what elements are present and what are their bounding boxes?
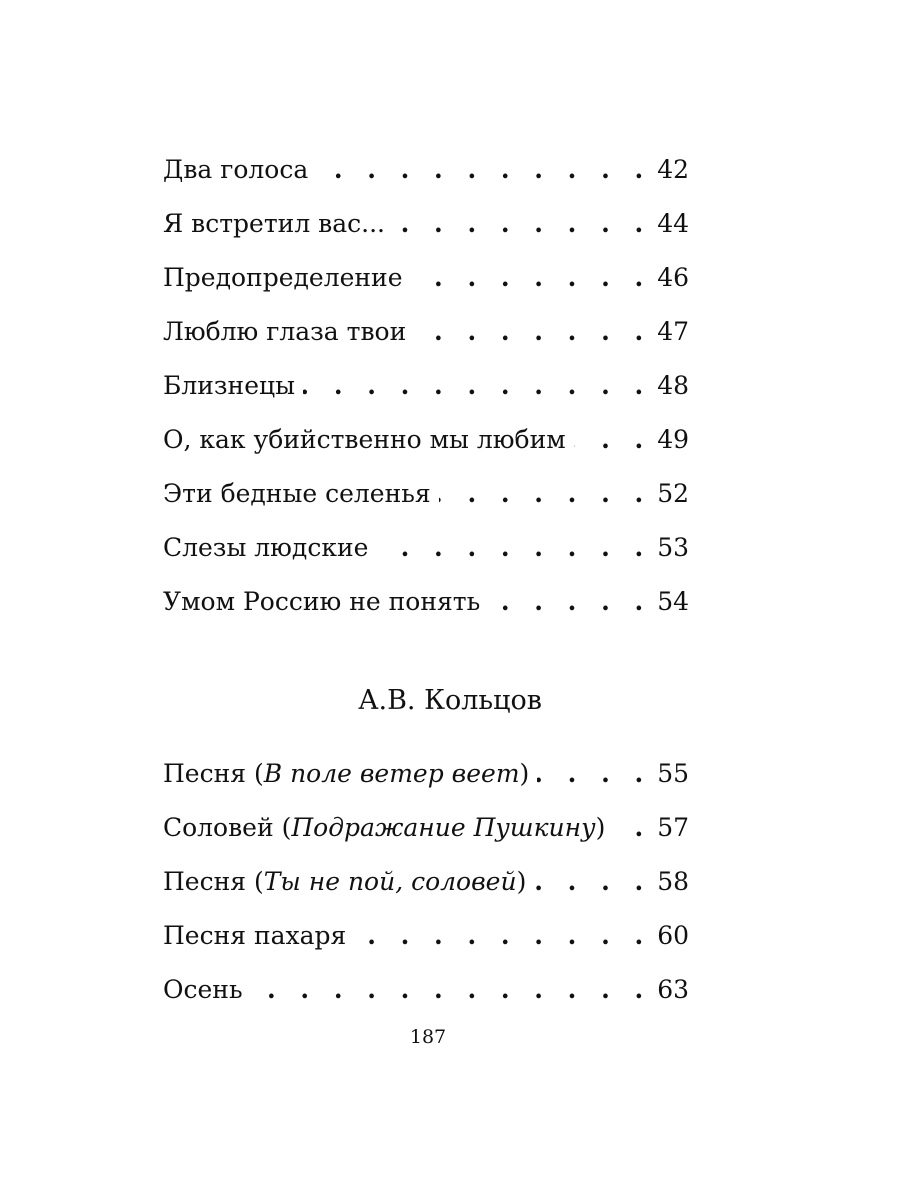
entry-page-number: 54	[657, 587, 689, 616]
entry-title	[163, 801, 605, 855]
toc-entry	[163, 909, 689, 963]
dot-leader	[303, 359, 651, 413]
dot-leader	[354, 909, 651, 963]
entry-title: Предопределение	[163, 263, 403, 292]
toc-entry	[163, 143, 689, 197]
toc-entry	[163, 197, 689, 251]
dot-leader	[613, 801, 651, 855]
dot-leader	[574, 413, 651, 467]
dot-leader	[534, 855, 651, 909]
paren-close: )	[595, 813, 606, 842]
entry-page-number: 60	[657, 921, 689, 950]
entry-title: Два голоса	[163, 155, 309, 184]
toc-entry	[163, 467, 689, 521]
dot-leader	[488, 575, 651, 629]
dot-leader	[393, 197, 651, 251]
paren-open: (	[273, 813, 292, 842]
entry-title-main: Песня	[163, 759, 247, 788]
entry-page-number: 58	[657, 867, 689, 896]
entry-page-number: 52	[657, 479, 689, 508]
paren-close: )	[516, 867, 527, 896]
entry-subtitle: Ты не пой, соловей	[263, 867, 517, 896]
toc-entry	[163, 251, 689, 305]
toc-entry	[163, 413, 689, 467]
dot-leader	[414, 305, 651, 359]
dot-leader	[316, 143, 651, 197]
entry-title: Я встретил вас...	[163, 209, 385, 238]
entry-subtitle: Подражание Пушкину	[291, 813, 596, 842]
paren-open: (	[246, 867, 264, 896]
toc-entry	[163, 575, 689, 629]
toc-list-tyutchev	[163, 143, 689, 629]
entry-title: О, как убийственно мы любим	[163, 425, 566, 454]
entry-title	[163, 855, 526, 909]
paren-open: (	[246, 759, 264, 788]
entry-title-main: Соловей	[163, 813, 274, 842]
toc-entry	[163, 963, 689, 1017]
entry-title: Эти бедные селенья	[163, 479, 431, 508]
dot-leader	[439, 467, 652, 521]
entry-title	[163, 747, 529, 801]
entry-page-number: 57	[657, 813, 689, 842]
entry-page-number: 42	[657, 155, 689, 184]
author-heading: А.В. Кольцов	[358, 685, 542, 716]
entry-page-number: 46	[657, 263, 689, 292]
entry-title-main: Песня	[163, 867, 247, 896]
entry-title: Осень	[163, 975, 243, 1004]
entry-page-number: 49	[657, 425, 689, 454]
entry-title: Слезы людские	[163, 533, 369, 562]
entry-page-number: 63	[657, 975, 689, 1004]
toc-entry	[163, 747, 689, 801]
entry-page-number: 55	[657, 759, 689, 788]
entry-page-number: 48	[657, 371, 689, 400]
toc-entry	[163, 855, 689, 909]
entry-title: Близнецы	[163, 371, 295, 400]
entry-title: Песня пахаря	[163, 921, 347, 950]
entry-page-number: 44	[657, 209, 689, 238]
toc-entry	[163, 305, 689, 359]
entry-page-number: 53	[657, 533, 689, 562]
paren-close: )	[519, 759, 530, 788]
entry-title: Люблю глаза твои	[163, 317, 407, 346]
dot-leader	[411, 251, 652, 305]
dot-leader	[251, 963, 652, 1017]
page-number: 187	[409, 1026, 447, 1048]
entry-title: Умом Россию не понять	[163, 587, 481, 616]
toc-entry	[163, 359, 689, 413]
toc-entry	[163, 521, 689, 575]
dot-leader	[376, 521, 651, 575]
entry-subtitle: В поле ветер веет	[263, 759, 520, 788]
dot-leader	[537, 747, 651, 801]
toc-entry	[163, 801, 689, 855]
entry-page-number: 47	[657, 317, 689, 346]
toc-list-koltsov	[163, 747, 689, 1017]
